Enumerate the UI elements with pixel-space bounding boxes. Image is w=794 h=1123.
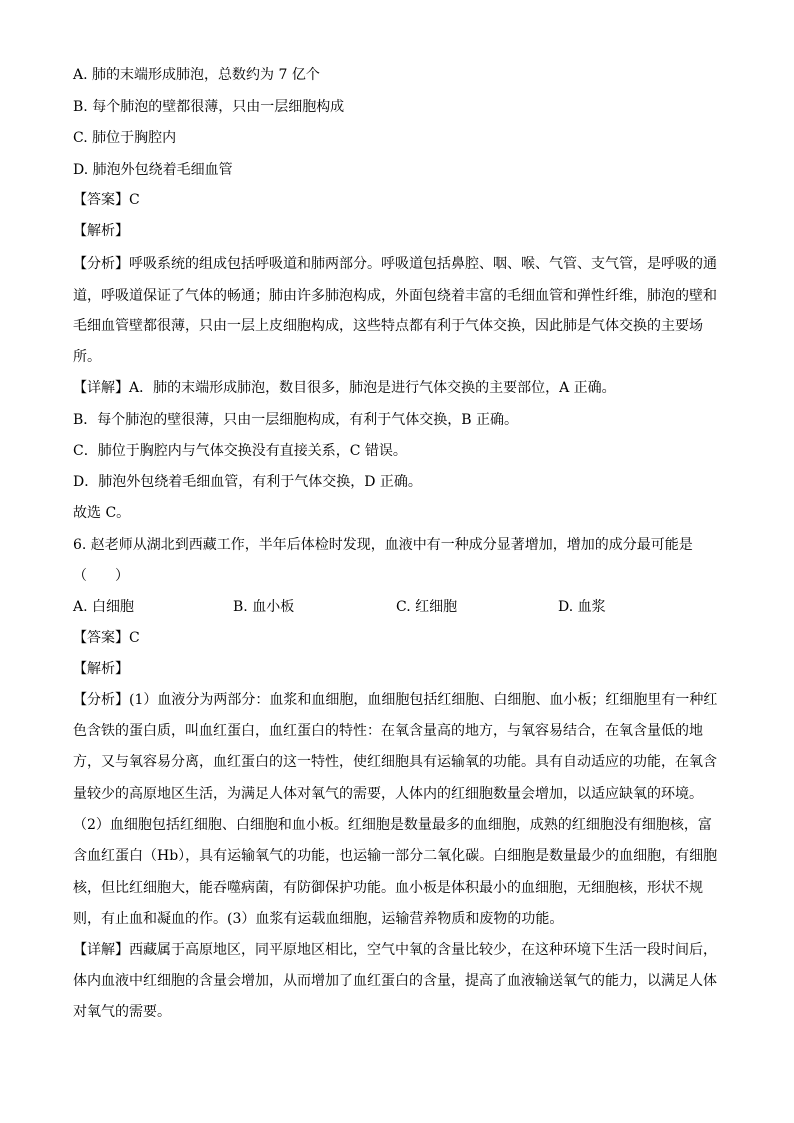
q6-fenxi-text-1: (1）血液分为两部分：血浆和血细胞，血细胞包括红细胞、白细胞、血小板；红细胞里有一种红 bbox=[129, 692, 718, 708]
q5-option-d: D. 肺泡外包绕着毛细血管 bbox=[73, 162, 233, 178]
q6-fenxi-line-1 bbox=[73, 690, 723, 710]
q5-xiangjie-tag: 【详解】 bbox=[73, 380, 129, 396]
q5-option-b: B. 每个肺泡的壁都很薄，只由一层细胞构成 bbox=[73, 99, 345, 115]
q6-analysis-tag: 【解析】 bbox=[73, 661, 129, 677]
q5-fenxi-line-1 bbox=[73, 254, 723, 274]
q5-fenxi-tag: 【分析】 bbox=[73, 256, 129, 272]
q6-fenxi-line-8: 则，有止血和凝血的作。(3）血浆有运载血细胞，运输营养物质和废物的功能。 bbox=[73, 911, 564, 927]
q5-option-c: C. 肺位于胸腔内 bbox=[73, 130, 177, 146]
q5-answer: C bbox=[129, 192, 140, 208]
q6-answer: C bbox=[129, 630, 140, 646]
q5-option-a: A. 肺的末端形成肺泡，总数约为 7 亿个 bbox=[73, 67, 320, 83]
q5-xiangjie-line-1 bbox=[73, 378, 723, 398]
q6-stem-line-1: 6. 赵老师从湖北到西藏工作，半年后体检时发现，血液中有一种成分显著增加，增加的成分最可能是 bbox=[73, 537, 693, 553]
q5-fenxi-line-3: 毛细血管壁都很薄，只由一层上皮细胞构成，这些特点都有利于气体交换，因此肺是气体交换的主要场 bbox=[73, 318, 703, 334]
q6-option-c: C. 红细胞 bbox=[396, 599, 458, 615]
q6-fenxi-line-2: 色含铁的蛋白质，叫血红蛋白，血红蛋白的特性：在氧含量高的地方，与氧容易结合，在氧含量低的地 bbox=[73, 723, 703, 739]
q6-xiangjie-line-2: 体内血液中红细胞的含量会增加，从而增加了血红蛋白的含量，提高了血液输送氧气的能力，以满足人体 bbox=[73, 973, 717, 989]
q6-xiangjie-tag: 【详解】 bbox=[73, 942, 129, 958]
q6-fenxi-tag: 【分析】 bbox=[73, 692, 129, 708]
q6-xiangjie-line-3: 对氧气的需要。 bbox=[73, 1004, 171, 1020]
q5-fenxi-text-1: 呼吸系统的组成包括呼吸道和肺两部分。呼吸道包括鼻腔、咽、喉、气管、支气管，是呼吸的通 bbox=[129, 256, 717, 272]
q5-fenxi-line-2: 道，呼吸道保证了气体的畅通；肺由许多肺泡构成，外面包绕着丰富的毛细血管和弹性纤维，肺泡的壁和 bbox=[73, 288, 717, 304]
q5-fenxi-line-4: 所。 bbox=[73, 349, 101, 365]
q6-options-row bbox=[73, 597, 723, 617]
q5-answer-line bbox=[73, 190, 723, 210]
q6-option-d: D. 血浆 bbox=[558, 599, 606, 615]
q5-analysis-tag: 【解析】 bbox=[73, 223, 129, 239]
q6-stem-line-2: （ ） bbox=[73, 568, 129, 584]
q6-fenxi-line-4: 量较少的高原地区生活，为满足人体对氧气的需要，人体内的红细胞数量会增加，以适应缺氧的环境。 bbox=[73, 786, 703, 802]
q5-conclusion: 故选 C。 bbox=[73, 505, 131, 521]
q6-fenxi-line-3: 方，又与氧容易分离，血红蛋白的这一特性，使红细胞具有运输氧的功能。具有自动适应的功能，在氧含 bbox=[73, 754, 717, 770]
q6-option-a: A. 白细胞 bbox=[73, 599, 135, 615]
q5-xiangjie-text-1: A．肺的末端形成肺泡，数目很多，肺泡是进行气体交换的主要部位，A 正确。 bbox=[129, 380, 616, 396]
q5-xiangjie-line-4: D．肺泡外包绕着毛细血管，有利于气体交换，D 正确。 bbox=[73, 474, 422, 490]
q6-fenxi-line-5: （2）血细胞包括红细胞、白细胞和血小板。红细胞是数量最多的血细胞，成熟的红细胞没有细胞核，富 bbox=[73, 817, 712, 833]
q6-option-b: B. 血小板 bbox=[233, 599, 295, 615]
q6-answer-tag: 【答案】 bbox=[73, 630, 129, 646]
q6-xiangjie-text-1: 西藏属于高原地区，同平原地区相比，空气中氧的含量比较少，在这种环境下生活一段时间后， bbox=[129, 942, 717, 958]
q5-xiangjie-line-3: C．肺位于胸腔内与气体交换没有直接关系，C 错误。 bbox=[73, 443, 407, 459]
q5-answer-tag: 【答案】 bbox=[73, 192, 129, 208]
q5-xiangjie-line-2: B．每个肺泡的壁很薄，只由一层细胞构成，有利于气体交换，B 正确。 bbox=[73, 412, 519, 428]
q6-fenxi-line-6: 含血红蛋白（Hb），具有运输氧气的功能，也运输一部分二氧化碳。白细胞是数量最少的血细胞，有细胞 bbox=[73, 848, 718, 864]
q6-xiangjie-line-1 bbox=[73, 940, 723, 960]
q6-fenxi-line-7: 核，但比红细胞大，能吞噬病菌，有防御保护功能。血小板是体积最小的血细胞，无细胞核，形状不规 bbox=[73, 880, 703, 896]
q6-answer-line bbox=[73, 628, 723, 648]
